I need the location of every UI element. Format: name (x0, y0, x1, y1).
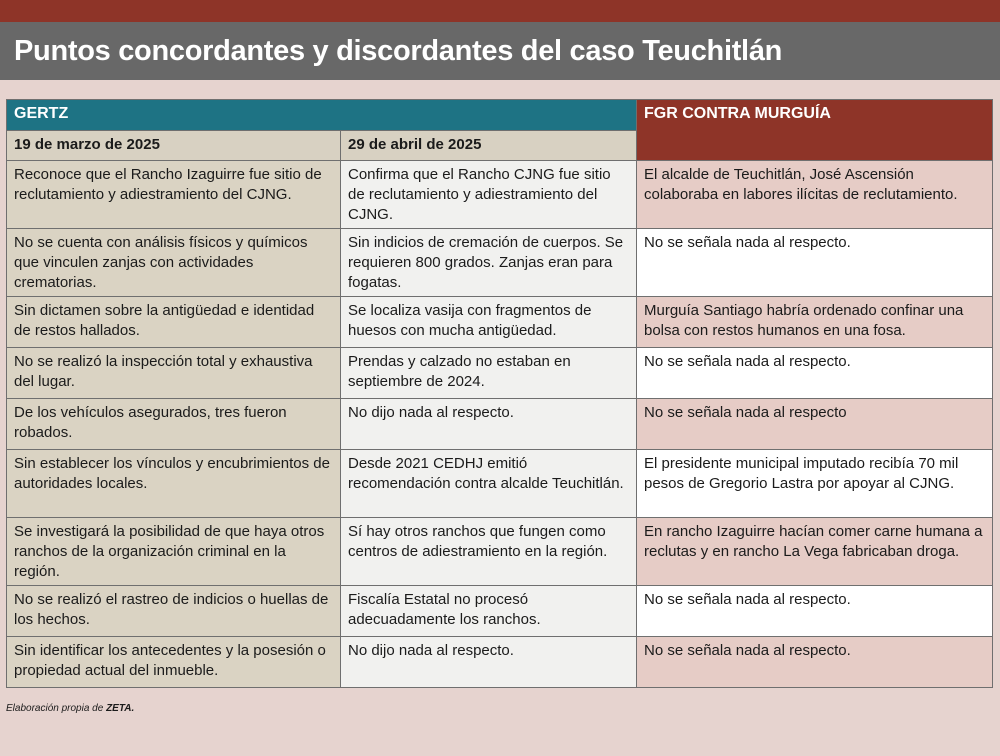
table-header-row (7, 100, 993, 131)
page-title: Puntos concordantes y discordantes del caso Teuchitlán (0, 22, 1000, 80)
cell-march: De los vehículos asegurados, tres fueron robados. (7, 399, 341, 450)
cell-march: No se realizó la inspección total y exhaustiva del lugar. (7, 348, 341, 399)
cell-april: Fiscalía Estatal no procesó adecuadamente los ranchos. (341, 586, 637, 637)
cell-march: Se investigará la posibilidad de que haya otros ranchos de la organización criminal en la región. (7, 518, 341, 586)
cell-april: No dijo nada al respecto. (341, 399, 637, 450)
cell-fgr: En rancho Izaguirre hacían comer carne humana a reclutas y en rancho La Vega fabricaban droga. (637, 518, 993, 586)
credit-source: ZETA. (106, 703, 135, 714)
cell-march: Sin dictamen sobre la antigüedad e identidad de restos hallados. (7, 297, 341, 348)
credit-prefix: Elaboración propia de (6, 703, 107, 714)
header-fgr-contra-murguia: FGR CONTRA MURGUÍA (637, 100, 993, 161)
table-row (7, 450, 993, 518)
cell-march: No se cuenta con análisis físicos y químicos que vinculen zanjas con actividades crematorias. (7, 229, 341, 297)
table-row (7, 161, 993, 229)
table-row (7, 297, 993, 348)
table-row (7, 586, 993, 637)
cell-fgr: No se señala nada al respecto (637, 399, 993, 450)
cell-april: Confirma que el Rancho CJNG fue sitio de reclutamiento y adiestramiento del CJNG. (341, 161, 637, 229)
header-date-april: 29 de abril de 2025 (341, 131, 637, 161)
cell-march: No se realizó el rastreo de indicios o huellas de los hechos. (7, 586, 341, 637)
top-accent-bar (0, 0, 1000, 22)
cell-fgr: El alcalde de Teuchitlán, José Ascensión colaboraba en labores ilícitas de reclutamiento. (637, 161, 993, 229)
table-row (7, 637, 993, 688)
cell-april: Sí hay otros ranchos que fungen como centros de adiestramiento en la región. (341, 518, 637, 586)
cell-fgr: No se señala nada al respecto. (637, 637, 993, 688)
source-credit (6, 703, 134, 714)
cell-april: Sin indicios de cremación de cuerpos. Se requieren 800 grados. Zanjas eran para fogatas. (341, 229, 637, 297)
cell-april: Desde 2021 CEDHJ emitió recomendación contra alcalde Teuchitlán. (341, 450, 637, 518)
cell-april: Se localiza vasija con fragmentos de huesos con mucha antigüedad. (341, 297, 637, 348)
cell-fgr: No se señala nada al respecto. (637, 586, 993, 637)
cell-fgr: Murguía Santiago habría ordenado confinar una bolsa con restos humanos en una fosa. (637, 297, 993, 348)
cell-fgr: El presidente municipal imputado recibía 70 mil pesos de Gregorio Lastra por apoyar al CJNG. (637, 450, 993, 518)
cell-fgr: No se señala nada al respecto. (637, 348, 993, 399)
cell-march: Reconoce que el Rancho Izaguirre fue sitio de reclutamiento y adiestramiento del CJNG. (7, 161, 341, 229)
cell-fgr: No se señala nada al respecto. (637, 229, 993, 297)
table-row (7, 229, 993, 297)
table-row (7, 348, 993, 399)
cell-march: Sin identificar los antecedentes y la posesión o propiedad actual del inmueble. (7, 637, 341, 688)
header-gertz: GERTZ (7, 100, 637, 131)
cell-april: No dijo nada al respecto. (341, 637, 637, 688)
table-row (7, 399, 993, 450)
table-row (7, 518, 993, 586)
comparison-table (6, 99, 993, 688)
cell-march: Sin establecer los vínculos y encubrimientos de autoridades locales. (7, 450, 341, 518)
cell-april: Prendas y calzado no estaban en septiembre de 2024. (341, 348, 637, 399)
header-date-march: 19 de marzo de 2025 (7, 131, 341, 161)
